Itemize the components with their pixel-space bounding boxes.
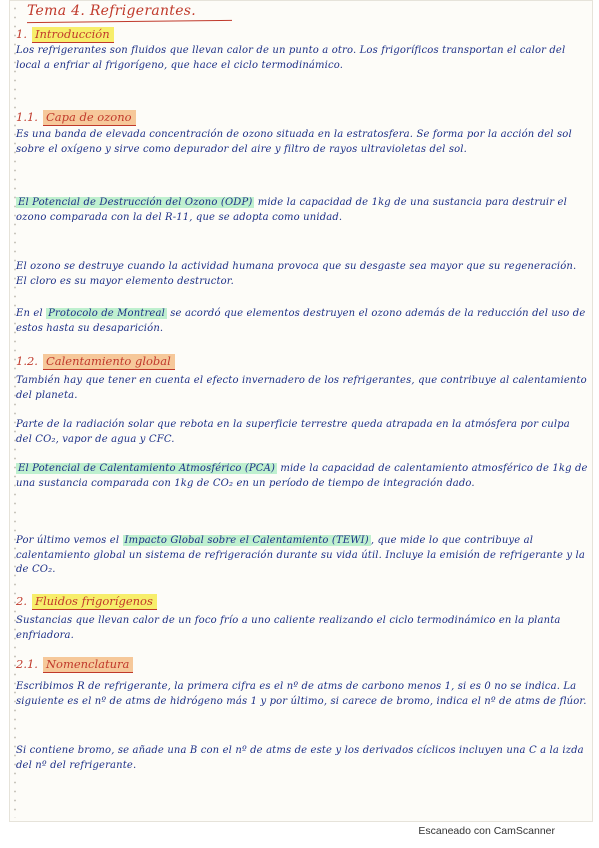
term-tewi: Impacto Global sobre el Calentamiento (TEWI)	[124, 535, 369, 546]
heading-introduccion	[16, 27, 114, 41]
warming-paragraph-tewi	[16, 534, 589, 578]
heading-label: Calentamiento global	[43, 354, 175, 370]
nomenclature-paragraph-2: Si contiene bromo, se añade una B con el nº de atms de este y los derivados cíclicos incluyen una C a la izda del nº del refrigerante.	[16, 745, 584, 771]
heading-nomenclatura	[16, 657, 133, 671]
heading-label: Introducción	[32, 27, 114, 43]
notebook-page	[9, 0, 593, 822]
heading-number: 1.	[16, 27, 27, 41]
montreal-text: se acordó que elementos destruyen el ozono además de la reducción del uso de estos hasta su desaparición.	[16, 308, 586, 334]
heading-label: Fluidos frigorígenos	[32, 594, 157, 610]
heading-fluidos-frigorigenos	[16, 594, 157, 608]
scanner-watermark: Escaneado con CamScanner	[418, 825, 555, 837]
heading-capa-de-ozono	[16, 110, 136, 124]
montreal-pre: En el	[16, 308, 47, 319]
ozone-paragraph-3: El ozono se destruye cuando la actividad humana provoca que su desgaste sea mayor que su regeneración. El cloro es su mayor elemento destructor.	[16, 261, 577, 287]
heading-number: 1.1.	[16, 110, 38, 124]
heading-number: 2.	[16, 594, 27, 608]
nomenclature-paragraph-1: Escribimos R de refrigerante, la primera cifra es el nº de atms de carbono menos 1, si es 0 no se indica. La siguiente es el nº de atms de hidrógeno más 1 y por último, si carece de bromo, indica el nº de atms de flúor.	[16, 681, 587, 707]
ozone-paragraph-1: Es una banda de elevada concentración de ozono situada en la estratosfera. Se forma por la acción del sol sobre el oxígeno y sirve como depurador del aire y filtro de rayos ultravioletas del sol.	[16, 129, 572, 155]
page-title: Tema 4. Refrigerantes.	[27, 3, 197, 19]
tewi-text: , que mide lo que contribuye al calentamiento global un sistema de refrigeración durante su vida útil. Incluye la emisión de refrigerante y la de CO₂.	[16, 535, 585, 575]
term-pca: El Potencial de Calentamiento Atmosférico (PCA)	[18, 463, 275, 474]
title-underline	[27, 20, 232, 23]
heading-calentamiento-global	[16, 354, 175, 368]
pca-text: mide la capacidad de calentamiento atmosférico de 1kg de una sustancia comparada con 1kg de CO₂ en un período de tiempo de integración dado.	[16, 463, 588, 489]
warming-paragraph-2: Parte de la radiación solar que rebota en la superficie terrestre queda atrapada en la atmósfera por culpa del CO₂, vapor de agua y CFC.	[16, 419, 570, 445]
heading-label: Capa de ozono	[43, 110, 136, 126]
fluids-paragraph: Sustancias que llevan calor de un foco frío a uno caliente realizando el ciclo termodinámico en la planta enfriadora.	[16, 615, 561, 641]
heading-number: 1.2.	[16, 354, 38, 368]
heading-number: 2.1.	[16, 657, 38, 671]
odp-text: mide la capacidad de 1kg de una sustancia para destruir el ozono comparada con la del R-11, que se adopta como unidad.	[16, 197, 567, 223]
term-odp: El Potencial de Destrucción del Ozono (ODP)	[18, 197, 253, 208]
warming-paragraph-1: También hay que tener en cuenta el efecto invernadero de los refrigerantes, que contribuye al calentamiento del planeta.	[16, 375, 587, 401]
warming-paragraph-pca	[16, 462, 589, 491]
heading-label: Nomenclatura	[43, 657, 133, 673]
intro-paragraph: Los refrigerantes son fluidos que llevan calor de un punto a otro. Los frigoríficos transportan el calor del local a enfriar al frigorígeno, que hace el ciclo termodinámico.	[16, 45, 566, 71]
ozone-paragraph-montreal	[16, 307, 589, 336]
term-montreal: Protocolo de Montreal	[48, 308, 165, 319]
ozone-paragraph-odp	[16, 196, 589, 225]
tewi-pre: Por último vemos el	[16, 535, 123, 546]
